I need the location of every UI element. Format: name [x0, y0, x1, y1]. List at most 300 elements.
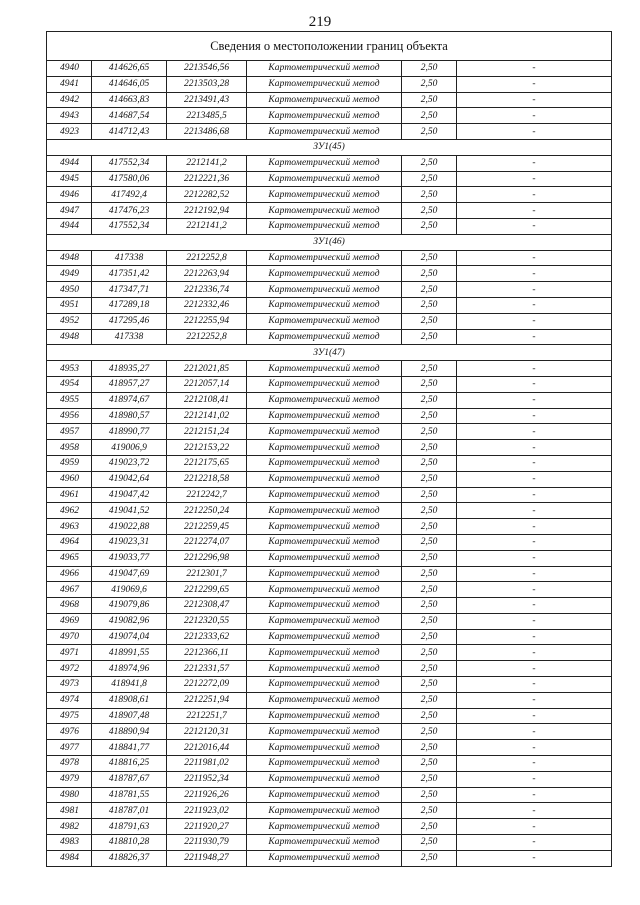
point-number-cell: 4969: [47, 613, 92, 629]
accuracy-cell: 2,50: [402, 218, 457, 234]
method-cell: Картометрический метод: [247, 803, 402, 819]
table-row: [47, 613, 612, 629]
y-coordinate-cell: 2212308,47: [167, 598, 247, 614]
x-coordinate-cell: 414712,43: [92, 124, 167, 140]
accuracy-cell: 2,50: [402, 187, 457, 203]
table-row: [47, 708, 612, 724]
y-coordinate-cell: 2213485,5: [167, 108, 247, 124]
x-coordinate-cell: 418990,77: [92, 424, 167, 440]
description-cell: -: [457, 76, 612, 92]
x-coordinate-cell: 417338: [92, 250, 167, 266]
description-cell: -: [457, 471, 612, 487]
method-cell: Картометрический метод: [247, 61, 402, 77]
description-cell: -: [457, 187, 612, 203]
point-number-cell: 4940: [47, 61, 92, 77]
y-coordinate-cell: 2212252,8: [167, 250, 247, 266]
description-cell: -: [457, 803, 612, 819]
method-cell: Картометрический метод: [247, 835, 402, 851]
method-cell: Картометрический метод: [247, 282, 402, 298]
y-coordinate-cell: 2212250,24: [167, 503, 247, 519]
x-coordinate-cell: 419079,86: [92, 598, 167, 614]
method-cell: Картометрический метод: [247, 266, 402, 282]
point-number-cell: 4984: [47, 850, 92, 866]
y-coordinate-cell: 2212057,14: [167, 376, 247, 392]
description-cell: -: [457, 108, 612, 124]
table-row: [47, 724, 612, 740]
method-cell: Картометрический метод: [247, 550, 402, 566]
table-row: [47, 661, 612, 677]
point-number-cell: 4945: [47, 171, 92, 187]
y-coordinate-cell: 2212251,7: [167, 708, 247, 724]
accuracy-cell: 2,50: [402, 61, 457, 77]
method-cell: Картометрический метод: [247, 519, 402, 535]
method-cell: Картометрический метод: [247, 250, 402, 266]
accuracy-cell: 2,50: [402, 803, 457, 819]
accuracy-cell: 2,50: [402, 203, 457, 219]
description-cell: -: [457, 408, 612, 424]
method-cell: Картометрический метод: [247, 503, 402, 519]
point-number-cell: 4962: [47, 503, 92, 519]
point-number-cell: 4966: [47, 566, 92, 582]
x-coordinate-cell: 418974,67: [92, 392, 167, 408]
method-cell: Картометрический метод: [247, 598, 402, 614]
table-row: [47, 534, 612, 550]
description-cell: -: [457, 692, 612, 708]
table-row: [47, 187, 612, 203]
method-cell: Картометрический метод: [247, 108, 402, 124]
accuracy-cell: 2,50: [402, 756, 457, 772]
point-number-cell: 4976: [47, 724, 92, 740]
y-coordinate-cell: 2212175,65: [167, 455, 247, 471]
x-coordinate-cell: 418991,55: [92, 645, 167, 661]
description-cell: -: [457, 740, 612, 756]
accuracy-cell: 2,50: [402, 582, 457, 598]
accuracy-cell: 2,50: [402, 503, 457, 519]
description-cell: -: [457, 645, 612, 661]
accuracy-cell: 2,50: [402, 297, 457, 313]
y-coordinate-cell: 2212259,45: [167, 519, 247, 535]
point-number-cell: 4942: [47, 92, 92, 108]
accuracy-cell: 2,50: [402, 692, 457, 708]
x-coordinate-cell: 414663,83: [92, 92, 167, 108]
x-coordinate-cell: 418907,48: [92, 708, 167, 724]
x-coordinate-cell: 418935,27: [92, 361, 167, 377]
table-row: [47, 740, 612, 756]
accuracy-cell: 2,50: [402, 629, 457, 645]
y-coordinate-cell: 2212242,7: [167, 487, 247, 503]
x-coordinate-cell: 418787,67: [92, 771, 167, 787]
section-label: ЗУ1(45): [47, 139, 612, 155]
table-row: [47, 155, 612, 171]
x-coordinate-cell: 418841,77: [92, 740, 167, 756]
description-cell: -: [457, 266, 612, 282]
point-number-cell: 4973: [47, 677, 92, 693]
accuracy-cell: 2,50: [402, 282, 457, 298]
accuracy-cell: 2,50: [402, 124, 457, 140]
accuracy-cell: 2,50: [402, 471, 457, 487]
point-number-cell: 4941: [47, 76, 92, 92]
table-row: [47, 376, 612, 392]
method-cell: Картометрический метод: [247, 76, 402, 92]
description-cell: -: [457, 440, 612, 456]
point-number-cell: 4967: [47, 582, 92, 598]
x-coordinate-cell: 418787,01: [92, 803, 167, 819]
y-coordinate-cell: 2213486,68: [167, 124, 247, 140]
method-cell: Картометрический метод: [247, 724, 402, 740]
method-cell: Картометрический метод: [247, 582, 402, 598]
y-coordinate-cell: 2212274,07: [167, 534, 247, 550]
point-number-cell: 4971: [47, 645, 92, 661]
table-row: [47, 455, 612, 471]
point-number-cell: 4954: [47, 376, 92, 392]
accuracy-cell: 2,50: [402, 76, 457, 92]
description-cell: -: [457, 819, 612, 835]
table-row: [47, 424, 612, 440]
x-coordinate-cell: 419069,6: [92, 582, 167, 598]
accuracy-cell: 2,50: [402, 266, 457, 282]
description-cell: -: [457, 708, 612, 724]
x-coordinate-cell: 419023,31: [92, 534, 167, 550]
point-number-cell: 4960: [47, 471, 92, 487]
table-row: [47, 218, 612, 234]
accuracy-cell: 2,50: [402, 408, 457, 424]
description-cell: -: [457, 329, 612, 345]
table-row: [47, 598, 612, 614]
x-coordinate-cell: 419023,72: [92, 455, 167, 471]
accuracy-cell: 2,50: [402, 487, 457, 503]
point-number-cell: 4943: [47, 108, 92, 124]
y-coordinate-cell: 2212218,58: [167, 471, 247, 487]
point-number-cell: 4948: [47, 250, 92, 266]
method-cell: Картометрический метод: [247, 756, 402, 772]
point-number-cell: 4975: [47, 708, 92, 724]
x-coordinate-cell: 418941,8: [92, 677, 167, 693]
accuracy-cell: 2,50: [402, 661, 457, 677]
accuracy-cell: 2,50: [402, 771, 457, 787]
point-number-cell: 4965: [47, 550, 92, 566]
accuracy-cell: 2,50: [402, 171, 457, 187]
x-coordinate-cell: 418890,94: [92, 724, 167, 740]
section-header-row: [47, 139, 612, 155]
table-row: [47, 124, 612, 140]
y-coordinate-cell: 2211930,79: [167, 835, 247, 851]
point-number-cell: 4952: [47, 313, 92, 329]
description-cell: -: [457, 124, 612, 140]
x-coordinate-cell: 418791,63: [92, 819, 167, 835]
method-cell: Картометрический метод: [247, 629, 402, 645]
table-row: [47, 282, 612, 298]
table-row: [47, 329, 612, 345]
y-coordinate-cell: 2212251,94: [167, 692, 247, 708]
x-coordinate-cell: 414687,54: [92, 108, 167, 124]
accuracy-cell: 2,50: [402, 787, 457, 803]
section-label: ЗУ1(46): [47, 234, 612, 250]
accuracy-cell: 2,50: [402, 566, 457, 582]
description-cell: -: [457, 598, 612, 614]
y-coordinate-cell: 2212333,62: [167, 629, 247, 645]
description-cell: -: [457, 297, 612, 313]
accuracy-cell: 2,50: [402, 313, 457, 329]
table-row: [47, 250, 612, 266]
method-cell: Картометрический метод: [247, 155, 402, 171]
description-cell: -: [457, 582, 612, 598]
table-row: [47, 313, 612, 329]
point-number-cell: 4956: [47, 408, 92, 424]
description-cell: -: [457, 771, 612, 787]
y-coordinate-cell: 2212272,09: [167, 677, 247, 693]
method-cell: Картометрический метод: [247, 218, 402, 234]
y-coordinate-cell: 2213546,56: [167, 61, 247, 77]
point-number-cell: 4983: [47, 835, 92, 851]
y-coordinate-cell: 2212108,41: [167, 392, 247, 408]
description-cell: -: [457, 282, 612, 298]
point-number-cell: 4959: [47, 455, 92, 471]
point-number-cell: 4955: [47, 392, 92, 408]
table-row: [47, 550, 612, 566]
table-row: [47, 787, 612, 803]
method-cell: Картометрический метод: [247, 771, 402, 787]
table-row: [47, 819, 612, 835]
method-cell: Картометрический метод: [247, 392, 402, 408]
table-row: [47, 803, 612, 819]
method-cell: Картометрический метод: [247, 313, 402, 329]
accuracy-cell: 2,50: [402, 329, 457, 345]
x-coordinate-cell: 418974,96: [92, 661, 167, 677]
method-cell: Картометрический метод: [247, 471, 402, 487]
y-coordinate-cell: 2212296,98: [167, 550, 247, 566]
method-cell: Картометрический метод: [247, 297, 402, 313]
description-cell: -: [457, 629, 612, 645]
method-cell: Картометрический метод: [247, 787, 402, 803]
x-coordinate-cell: 417289,18: [92, 297, 167, 313]
accuracy-cell: 2,50: [402, 519, 457, 535]
x-coordinate-cell: 414626,65: [92, 61, 167, 77]
accuracy-cell: 2,50: [402, 708, 457, 724]
x-coordinate-cell: 419033,77: [92, 550, 167, 566]
method-cell: Картометрический метод: [247, 819, 402, 835]
y-coordinate-cell: 2211948,27: [167, 850, 247, 866]
point-number-cell: 4978: [47, 756, 92, 772]
y-coordinate-cell: 2212141,2: [167, 218, 247, 234]
accuracy-cell: 2,50: [402, 92, 457, 108]
x-coordinate-cell: 417476,23: [92, 203, 167, 219]
y-coordinate-cell: 2213503,28: [167, 76, 247, 92]
x-coordinate-cell: 419042,64: [92, 471, 167, 487]
point-number-cell: 4980: [47, 787, 92, 803]
y-coordinate-cell: 2211923,02: [167, 803, 247, 819]
section-header-row: [47, 234, 612, 250]
x-coordinate-cell: 419082,96: [92, 613, 167, 629]
accuracy-cell: 2,50: [402, 613, 457, 629]
y-coordinate-cell: 2212192,94: [167, 203, 247, 219]
y-coordinate-cell: 2212255,94: [167, 313, 247, 329]
method-cell: Картометрический метод: [247, 124, 402, 140]
method-cell: Картометрический метод: [247, 376, 402, 392]
description-cell: -: [457, 313, 612, 329]
x-coordinate-cell: 418957,27: [92, 376, 167, 392]
description-cell: -: [457, 519, 612, 535]
section-header-row: [47, 345, 612, 361]
x-coordinate-cell: 417552,34: [92, 155, 167, 171]
point-number-cell: 4953: [47, 361, 92, 377]
description-cell: -: [457, 203, 612, 219]
method-cell: Картометрический метод: [247, 677, 402, 693]
table-row: [47, 771, 612, 787]
description-cell: -: [457, 376, 612, 392]
description-cell: -: [457, 361, 612, 377]
y-coordinate-cell: 2212332,46: [167, 297, 247, 313]
point-number-cell: 4944: [47, 218, 92, 234]
point-number-cell: 4968: [47, 598, 92, 614]
x-coordinate-cell: 418980,57: [92, 408, 167, 424]
table-row: [47, 582, 612, 598]
x-coordinate-cell: 419006,9: [92, 440, 167, 456]
description-cell: -: [457, 424, 612, 440]
table-row: [47, 645, 612, 661]
description-cell: -: [457, 171, 612, 187]
y-coordinate-cell: 2211981,02: [167, 756, 247, 772]
table-title: Сведения о местоположении границ объекта: [47, 32, 612, 61]
table-row: [47, 629, 612, 645]
table-row: [47, 171, 612, 187]
point-number-cell: 4974: [47, 692, 92, 708]
table-row: [47, 692, 612, 708]
accuracy-cell: 2,50: [402, 155, 457, 171]
method-cell: Картометрический метод: [247, 455, 402, 471]
table-row: [47, 297, 612, 313]
x-coordinate-cell: 419041,52: [92, 503, 167, 519]
method-cell: Картометрический метод: [247, 850, 402, 866]
x-coordinate-cell: 418816,25: [92, 756, 167, 772]
method-cell: Картометрический метод: [247, 187, 402, 203]
description-cell: -: [457, 756, 612, 772]
table-title-row: [47, 32, 612, 61]
y-coordinate-cell: 2213491,43: [167, 92, 247, 108]
accuracy-cell: 2,50: [402, 440, 457, 456]
table-body: [47, 32, 612, 867]
point-number-cell: 4961: [47, 487, 92, 503]
description-cell: -: [457, 534, 612, 550]
y-coordinate-cell: 2212153,22: [167, 440, 247, 456]
y-coordinate-cell: 2212221,36: [167, 171, 247, 187]
y-coordinate-cell: 2212320,55: [167, 613, 247, 629]
table-row: [47, 471, 612, 487]
description-cell: -: [457, 250, 612, 266]
description-cell: -: [457, 724, 612, 740]
x-coordinate-cell: 417552,34: [92, 218, 167, 234]
y-coordinate-cell: 2211926,26: [167, 787, 247, 803]
y-coordinate-cell: 2212336,74: [167, 282, 247, 298]
x-coordinate-cell: 417338: [92, 329, 167, 345]
description-cell: -: [457, 455, 612, 471]
table-row: [47, 850, 612, 866]
x-coordinate-cell: 418810,28: [92, 835, 167, 851]
method-cell: Картометрический метод: [247, 171, 402, 187]
point-number-cell: 4970: [47, 629, 92, 645]
method-cell: Картометрический метод: [247, 424, 402, 440]
accuracy-cell: 2,50: [402, 534, 457, 550]
y-coordinate-cell: 2212021,85: [167, 361, 247, 377]
method-cell: Картометрический метод: [247, 203, 402, 219]
accuracy-cell: 2,50: [402, 550, 457, 566]
accuracy-cell: 2,50: [402, 724, 457, 740]
y-coordinate-cell: 2212016,44: [167, 740, 247, 756]
x-coordinate-cell: 418908,61: [92, 692, 167, 708]
description-cell: -: [457, 392, 612, 408]
table-row: [47, 835, 612, 851]
method-cell: Картометрический метод: [247, 408, 402, 424]
point-number-cell: 4949: [47, 266, 92, 282]
point-number-cell: 4977: [47, 740, 92, 756]
x-coordinate-cell: 417351,42: [92, 266, 167, 282]
x-coordinate-cell: 417295,46: [92, 313, 167, 329]
accuracy-cell: 2,50: [402, 740, 457, 756]
accuracy-cell: 2,50: [402, 392, 457, 408]
accuracy-cell: 2,50: [402, 424, 457, 440]
accuracy-cell: 2,50: [402, 850, 457, 866]
accuracy-cell: 2,50: [402, 677, 457, 693]
method-cell: Картометрический метод: [247, 92, 402, 108]
description-cell: -: [457, 661, 612, 677]
y-coordinate-cell: 2212263,94: [167, 266, 247, 282]
x-coordinate-cell: 419047,42: [92, 487, 167, 503]
y-coordinate-cell: 2212282,52: [167, 187, 247, 203]
accuracy-cell: 2,50: [402, 645, 457, 661]
y-coordinate-cell: 2211952,34: [167, 771, 247, 787]
accuracy-cell: 2,50: [402, 598, 457, 614]
table-row: [47, 108, 612, 124]
table-row: [47, 76, 612, 92]
method-cell: Картометрический метод: [247, 613, 402, 629]
point-number-cell: 4964: [47, 534, 92, 550]
table-row: [47, 756, 612, 772]
x-coordinate-cell: 417580,06: [92, 171, 167, 187]
description-cell: -: [457, 503, 612, 519]
description-cell: -: [457, 61, 612, 77]
table-row: [47, 519, 612, 535]
method-cell: Картометрический метод: [247, 692, 402, 708]
point-number-cell: 4963: [47, 519, 92, 535]
point-number-cell: 4948: [47, 329, 92, 345]
table-row: [47, 677, 612, 693]
accuracy-cell: 2,50: [402, 835, 457, 851]
point-number-cell: 4979: [47, 771, 92, 787]
x-coordinate-cell: 419074,04: [92, 629, 167, 645]
description-cell: -: [457, 487, 612, 503]
point-number-cell: 4923: [47, 124, 92, 140]
table-row: [47, 61, 612, 77]
table-row: [47, 408, 612, 424]
y-coordinate-cell: 2212366,11: [167, 645, 247, 661]
x-coordinate-cell: 417492,4: [92, 187, 167, 203]
description-cell: -: [457, 566, 612, 582]
table-row: [47, 266, 612, 282]
point-number-cell: 4947: [47, 203, 92, 219]
y-coordinate-cell: 2212141,02: [167, 408, 247, 424]
description-cell: -: [457, 835, 612, 851]
method-cell: Картометрический метод: [247, 487, 402, 503]
y-coordinate-cell: 2212252,8: [167, 329, 247, 345]
y-coordinate-cell: 2212299,65: [167, 582, 247, 598]
description-cell: -: [457, 677, 612, 693]
point-number-cell: 4950: [47, 282, 92, 298]
method-cell: Картометрический метод: [247, 361, 402, 377]
method-cell: Картометрический метод: [247, 440, 402, 456]
method-cell: Картометрический метод: [247, 534, 402, 550]
point-number-cell: 4957: [47, 424, 92, 440]
method-cell: Картометрический метод: [247, 661, 402, 677]
description-cell: -: [457, 850, 612, 866]
